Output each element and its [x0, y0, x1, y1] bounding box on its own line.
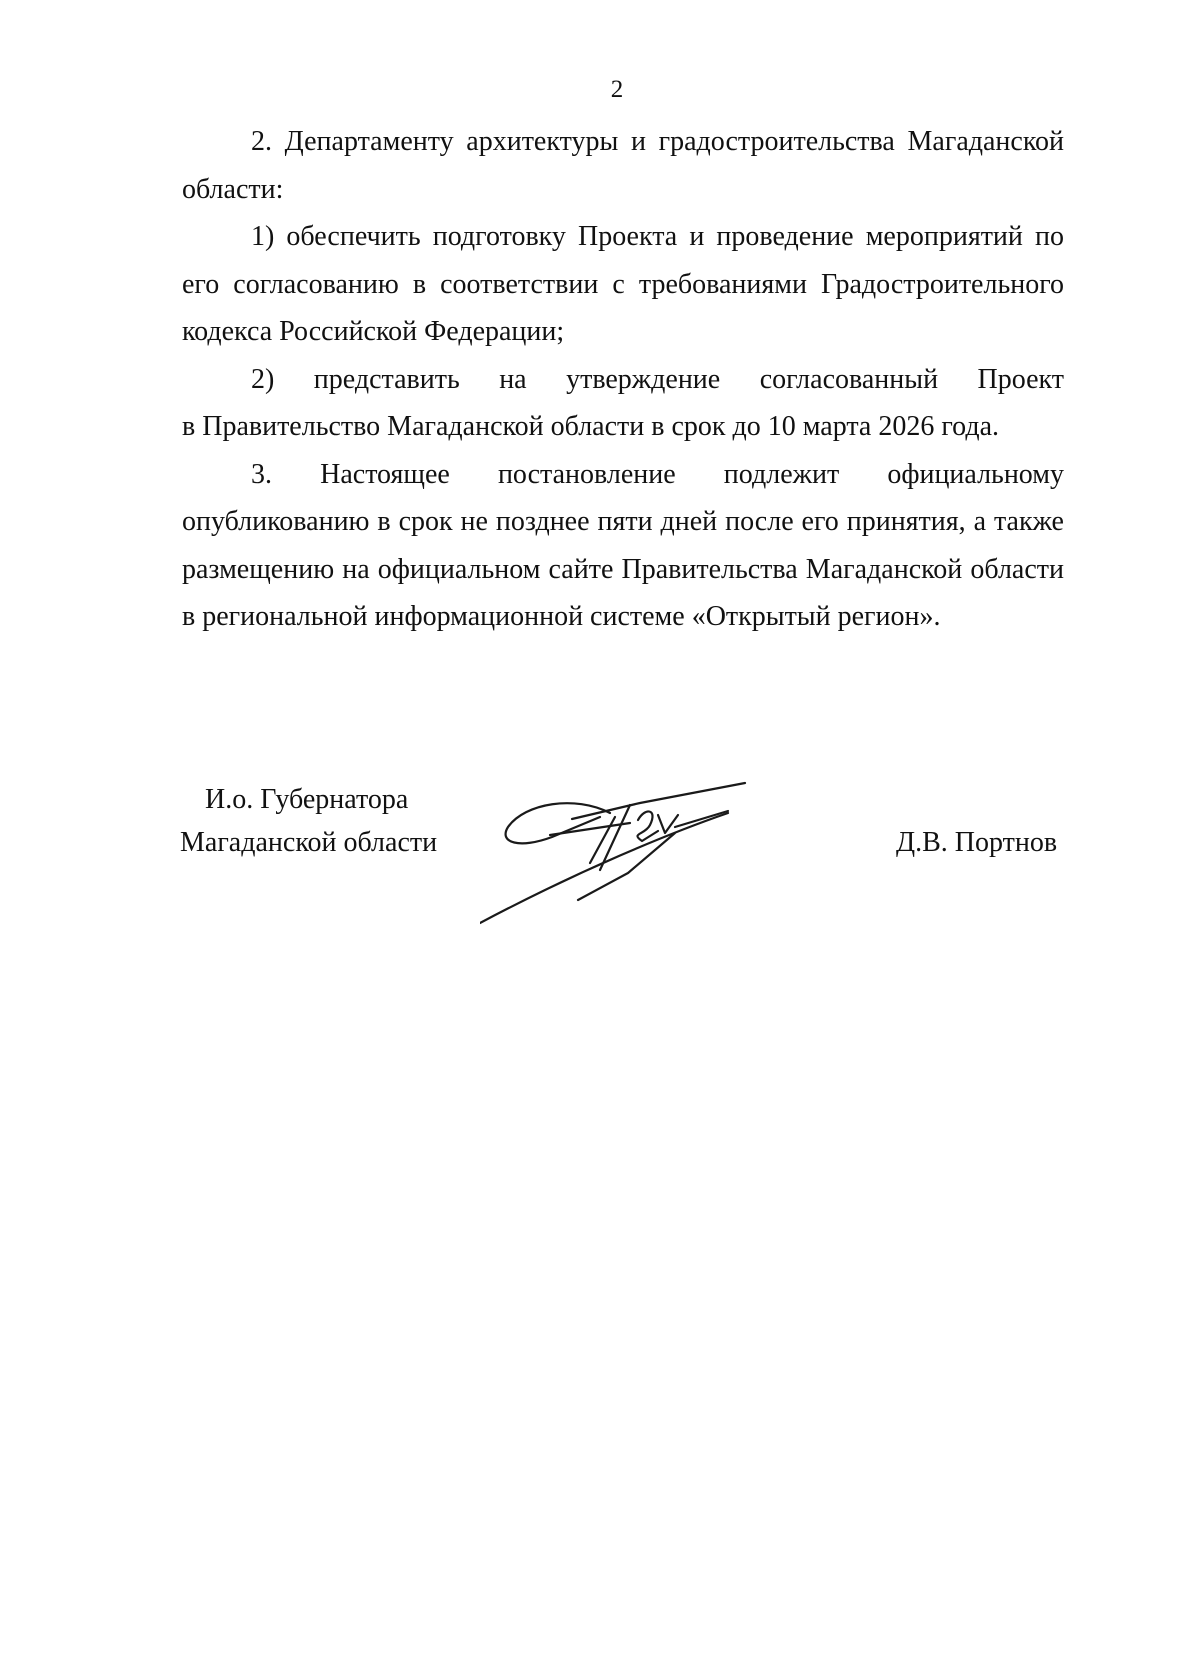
paragraph-subitem-2-line-1: 2) представить на утверждение согласованный Проект: [251, 363, 1064, 395]
page-number: 2: [610, 76, 624, 103]
paragraph-item-2-line-1: 2. Департаменту архитектуры и градостроительства Магаданской: [251, 126, 1064, 157]
paragraph-item-3-rest: опубликованию в срок не позднее пяти дней после его принятия, а также размещению на официальном сайте Правительства Магаданской области в региональной информационной системе «Открытый регион».: [182, 506, 1064, 632]
signatory-title-line-1: И.о. Губернатора: [205, 784, 409, 815]
paragraph-subitem-2-line-2: в Правительство Магаданской области в срок до 10 марта 2026 года.: [182, 411, 1000, 442]
signatory-name: Д.В. Портнов: [896, 827, 1058, 858]
paragraph-item-2-line-2: области:: [182, 173, 284, 205]
paragraph-item-3-line-1: 3. Настоящее постановление подлежит официальному: [251, 458, 1064, 490]
paragraph-subitem-1: 1) обеспечить подготовку Проекта и проведение мероприятий по его согласованию в соответствии с требованиями Градостроительного кодекса Российской Федерации;: [182, 221, 1064, 347]
signatory-title-line-2: Магаданской области: [180, 827, 438, 858]
handwritten-signature: [480, 775, 820, 940]
